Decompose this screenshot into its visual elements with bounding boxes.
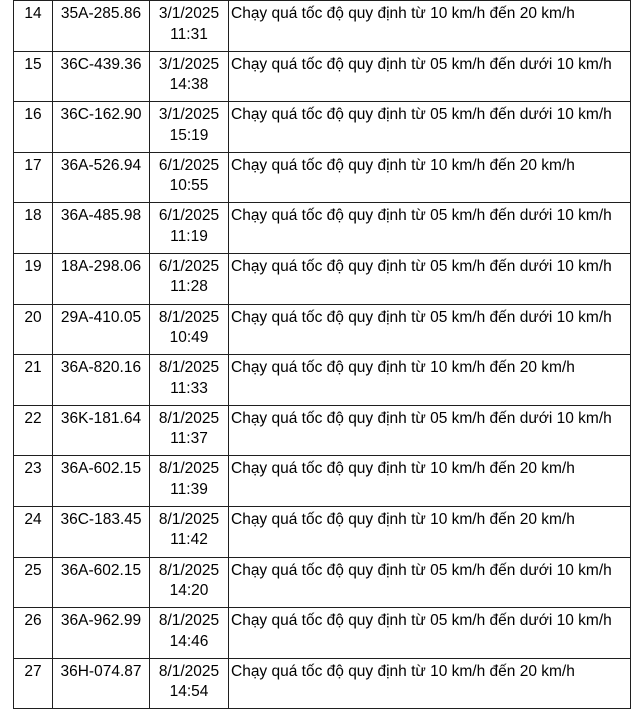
table-row bbox=[14, 152, 631, 203]
violation-time: 11:31 bbox=[170, 25, 208, 43]
license-plate-cell: 36A-485.98 bbox=[53, 203, 150, 254]
datetime-cell bbox=[150, 152, 229, 203]
violation-date: 3/1/2025 bbox=[158, 5, 220, 22]
violation-date: 8/1/2025 bbox=[158, 460, 220, 478]
violation-time: 11:39 bbox=[170, 480, 208, 498]
violation-description-cell: Chạy quá tốc độ quy định từ 10 km/h đến 20 km/h bbox=[229, 152, 631, 203]
row-number-cell: 25 bbox=[14, 557, 53, 608]
violation-date: 8/1/2025 bbox=[158, 561, 220, 579]
table-row bbox=[14, 355, 631, 406]
row-number-cell: 20 bbox=[14, 304, 53, 355]
violation-time: 10:55 bbox=[169, 177, 209, 195]
violation-description-cell: Chạy quá tốc độ quy định từ 05 km/h đến dưới 10 km/h bbox=[229, 304, 631, 355]
violation-date: 8/1/2025 bbox=[158, 359, 220, 377]
license-plate-cell: 35A-285.86 bbox=[53, 1, 150, 52]
violation-date: 8/1/2025 bbox=[158, 510, 220, 528]
table-row bbox=[14, 253, 631, 304]
violation-description-cell: Chạy quá tốc độ quy định từ 05 km/h đến dưới 10 km/h bbox=[229, 405, 631, 456]
table-row bbox=[14, 102, 631, 153]
violation-time: 11:28 bbox=[170, 278, 208, 296]
license-plate-cell: 36C-183.45 bbox=[53, 506, 150, 557]
violation-date: 8/1/2025 bbox=[158, 409, 220, 427]
license-plate-cell: 36H-074.87 bbox=[53, 658, 150, 709]
datetime-cell bbox=[150, 102, 229, 153]
violation-date: 6/1/2025 bbox=[158, 207, 220, 225]
row-number-cell: 21 bbox=[14, 355, 53, 406]
license-plate-cell: 36C-162.90 bbox=[53, 102, 150, 153]
violation-description-cell: Chạy quá tốc độ quy định từ 05 km/h đến dưới 10 km/h bbox=[229, 253, 631, 304]
datetime-cell bbox=[150, 253, 229, 304]
table-row bbox=[14, 304, 631, 355]
row-number-cell: 16 bbox=[14, 102, 53, 153]
violation-date: 6/1/2025 bbox=[158, 156, 220, 174]
violation-description-cell: Chạy quá tốc độ quy định từ 05 km/h đến dưới 10 km/h bbox=[229, 102, 631, 153]
violation-table-body bbox=[14, 1, 631, 709]
violation-date: 3/1/2025 bbox=[158, 106, 220, 124]
datetime-cell bbox=[150, 506, 229, 557]
datetime-cell bbox=[150, 304, 229, 355]
violation-date: 6/1/2025 bbox=[158, 257, 220, 275]
violation-time: 14:20 bbox=[169, 582, 209, 600]
row-number-cell: 24 bbox=[14, 506, 53, 557]
datetime-cell bbox=[150, 51, 229, 102]
row-number-cell: 18 bbox=[14, 203, 53, 254]
datetime-cell bbox=[150, 1, 229, 52]
violation-time: 14:46 bbox=[169, 632, 209, 650]
datetime-cell bbox=[150, 658, 229, 709]
row-number-cell: 17 bbox=[14, 152, 53, 203]
datetime-cell bbox=[150, 456, 229, 507]
violation-date: 3/1/2025 bbox=[158, 55, 220, 73]
violation-time: 14:38 bbox=[169, 76, 209, 94]
violation-description-cell: Chạy quá tốc độ quy định từ 10 km/h đến 20 km/h bbox=[229, 1, 631, 52]
license-plate-cell: 36A-526.94 bbox=[53, 152, 150, 203]
license-plate-cell: 36A-602.15 bbox=[53, 456, 150, 507]
license-plate-cell: 36A-820.16 bbox=[53, 355, 150, 406]
row-number-cell: 15 bbox=[14, 51, 53, 102]
row-number-cell: 27 bbox=[14, 658, 53, 709]
license-plate-cell: 18A-298.06 bbox=[53, 253, 150, 304]
datetime-cell bbox=[150, 405, 229, 456]
table-row bbox=[14, 456, 631, 507]
license-plate-cell: 36A-602.15 bbox=[53, 557, 150, 608]
table-row bbox=[14, 658, 631, 709]
table-row bbox=[14, 557, 631, 608]
datetime-cell bbox=[150, 608, 229, 659]
violation-description-cell: Chạy quá tốc độ quy định từ 10 km/h đến 20 km/h bbox=[229, 355, 631, 406]
violation-time: 11:33 bbox=[170, 379, 208, 397]
datetime-cell bbox=[150, 355, 229, 406]
table-row bbox=[14, 608, 631, 659]
table-row bbox=[14, 405, 631, 456]
violation-table-container bbox=[13, 0, 631, 709]
license-plate-cell: 36C-439.36 bbox=[53, 51, 150, 102]
violation-time: 10:49 bbox=[169, 329, 209, 347]
violation-date: 8/1/2025 bbox=[158, 662, 220, 680]
violation-time: 11:19 bbox=[170, 227, 208, 245]
table-row bbox=[14, 203, 631, 254]
table-row bbox=[14, 506, 631, 557]
violation-description-cell: Chạy quá tốc độ quy định từ 05 km/h đến dưới 10 km/h bbox=[229, 608, 631, 659]
table-row bbox=[14, 1, 631, 52]
row-number-cell: 14 bbox=[14, 1, 53, 52]
table-row bbox=[14, 51, 631, 102]
license-plate-cell: 29A-410.05 bbox=[53, 304, 150, 355]
violation-time: 14:54 bbox=[169, 683, 209, 701]
datetime-cell bbox=[150, 203, 229, 254]
violation-date: 8/1/2025 bbox=[158, 612, 220, 630]
violation-time: 11:37 bbox=[170, 430, 208, 448]
violation-description-cell: Chạy quá tốc độ quy định từ 10 km/h đến 20 km/h bbox=[229, 658, 631, 709]
violation-time: 15:19 bbox=[169, 126, 209, 144]
violation-description-cell: Chạy quá tốc độ quy định từ 05 km/h đến dưới 10 km/h bbox=[229, 203, 631, 254]
datetime-cell bbox=[150, 557, 229, 608]
violation-description-cell: Chạy quá tốc độ quy định từ 10 km/h đến 20 km/h bbox=[229, 456, 631, 507]
row-number-cell: 23 bbox=[14, 456, 53, 507]
violation-time: 11:42 bbox=[170, 531, 208, 549]
violation-description-cell: Chạy quá tốc độ quy định từ 10 km/h đến 20 km/h bbox=[229, 506, 631, 557]
violation-description-cell: Chạy quá tốc độ quy định từ 05 km/h đến dưới 10 km/h bbox=[229, 557, 631, 608]
violation-description-cell: Chạy quá tốc độ quy định từ 05 km/h đến dưới 10 km/h bbox=[229, 51, 631, 102]
license-plate-cell: 36K-181.64 bbox=[53, 405, 150, 456]
violation-date: 8/1/2025 bbox=[158, 308, 220, 326]
license-plate-cell: 36A-962.99 bbox=[53, 608, 150, 659]
violation-table bbox=[13, 0, 631, 709]
row-number-cell: 22 bbox=[14, 405, 53, 456]
row-number-cell: 26 bbox=[14, 608, 53, 659]
row-number-cell: 19 bbox=[14, 253, 53, 304]
